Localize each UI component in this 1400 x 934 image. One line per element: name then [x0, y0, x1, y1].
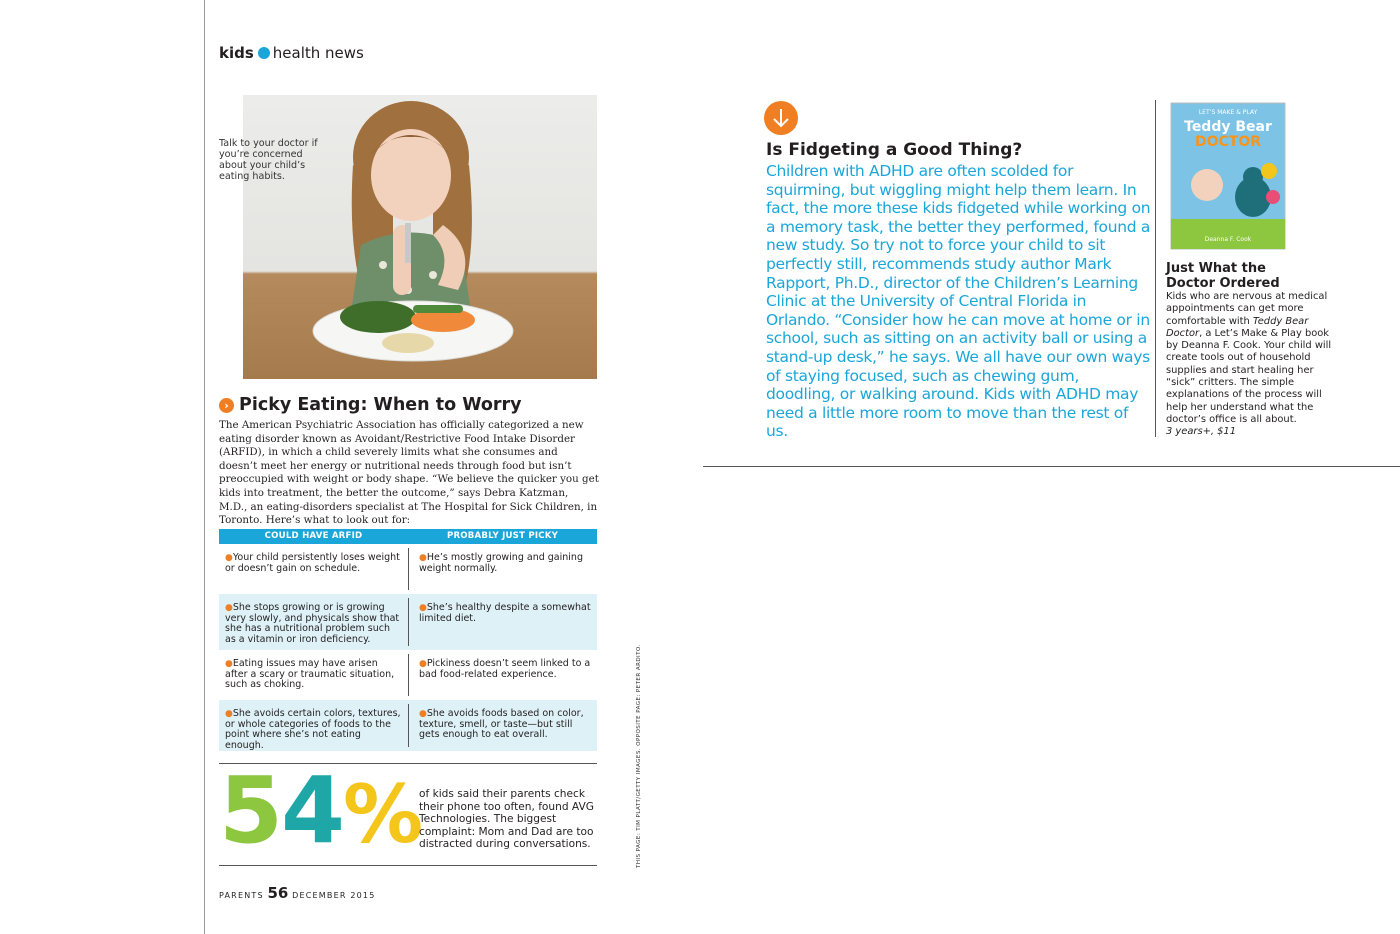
stat-bottom-rule	[219, 865, 597, 866]
table-cell: ●She stops growing or is growing very slowly, and physicals show that she has a nutritional problem such as a vitamin or iron deficiency.	[225, 602, 400, 645]
book-body-text: Kids who are nervous at medical appointments can get more comfortable with	[1166, 291, 1328, 327]
footer-magazine: PARENTS	[219, 891, 264, 900]
page-footer	[219, 884, 376, 902]
table-row	[219, 700, 597, 751]
table-cell: ●She avoids certain colors, textures, or whole categories of foods to the point where she’s not eating enough.	[225, 708, 401, 751]
stat-54-percent-graphic	[219, 757, 424, 864]
table-cell: ●Eating issues may have arisen after a scary or traumatic situation, such as choking.	[225, 658, 395, 690]
photo-credit-text: THIS PAGE: TIM PLATT/GETTY IMAGES. OPPOSITE PAGE: PETER ARDITO.	[636, 644, 642, 868]
book-cover-author: Deanna F. Cook	[1204, 236, 1252, 243]
stat-digit-5: 5	[219, 757, 284, 864]
section-label	[219, 44, 364, 62]
picky-eating-title: Picky Eating: When to Worry	[239, 395, 522, 415]
book-cover-series: LET’S MAKE & PLAY	[1198, 109, 1258, 116]
cell-text: Eating issues may have arisen after a scary or traumatic situation, such as choking.	[225, 658, 395, 690]
table-row	[219, 544, 597, 594]
table-cell: ●He’s mostly growing and gaining weight normally.	[408, 548, 597, 590]
arfid-comparison-table	[219, 529, 597, 751]
book-cover-title1: Teddy Bear	[1184, 119, 1272, 135]
table-row	[219, 594, 597, 650]
cell-text: He’s mostly growing and gaining weight normally.	[419, 552, 583, 574]
book-body	[1166, 291, 1344, 439]
arrow-right-icon: ›	[219, 398, 234, 413]
stat-digit-4: 4	[281, 757, 346, 864]
fidgeting-title: Is Fidgeting a Good Thing?	[766, 140, 1023, 160]
section-health-news: health news	[272, 44, 364, 62]
book-title-italic: Teddy Bear Doctor	[1166, 315, 1309, 339]
table-header	[219, 529, 597, 544]
cell-text: Pickiness doesn’t seem linked to a bad food-related experience.	[419, 658, 591, 680]
fidgeting-body: Children with ADHD are often scolded for squirming, but wiggling might help them learn. In fact, the more these kids fidgeted while working on a memory task, the better they performed, found a new study. So try not to force your child to sit perfectly still, recommends study author Mark Rapport, Ph.D., director of the Children’s Learning Clinic at the University of Central Florida in Orlando. “Consider how he can move at home or in school, such as sitting on an activity ball or using a stand-up desk,” he says. We all have our own ways of staying focused, such as chewing gum, doodling, or walking around. Kids with ADHD may need a little more room to move than the rest of us.	[766, 162, 1151, 441]
blue-dot-icon	[258, 47, 270, 59]
book-cover-title2: DOCTOR	[1194, 134, 1262, 150]
footer-page-number: 56	[267, 884, 289, 902]
page-gutter-rule	[204, 0, 205, 934]
table-cell: ●Your child persistently loses weight or doesn’t gain on schedule.	[225, 552, 400, 574]
stat-description: of kids said their parents check their phone too often, found AVG Technologies. The biggest complaint: Mom and Dad are too distracted during conversations.	[419, 788, 594, 850]
book-title: Just What the Doctor Ordered	[1166, 261, 1280, 291]
teddy-bear-doctor-book-cover	[1169, 101, 1287, 251]
stat-percent-symbol: %	[343, 768, 424, 861]
picky-eating-body: The American Psychiatric Association has officially categorized a new eating disorder known as Avoidant/Restrictive Food Intake Disorder (ARFID), in which a child severely limits what she consumes and doesn’t meet her energy or nutritional needs through food but isn’t preoccupied with weight or body shape. “We believe the quicker you get kids into treatment, the better the outcome,” says Debra Katzman, M.D., an eating-disorders specialist at The Hospital for Sick Children, in Toronto. Here’s what to look out for:	[219, 419, 599, 527]
cell-text: She stops growing or is growing very slowly, and physicals show that she has a nutritional problem such as a vitamin or iron deficiency.	[225, 602, 400, 645]
table-cell: ●She’s healthy despite a somewhat limited diet.	[408, 598, 597, 646]
sidebar-divider	[1155, 100, 1156, 437]
cell-text: She avoids certain colors, textures, or whole categories of foods to the point where she’s not eating enough.	[225, 708, 401, 751]
table-row	[219, 650, 597, 700]
photo-caption: Talk to your doctor if you’re concerned about your child’s eating habits.	[219, 138, 318, 182]
cell-text: Your child persistently loses weight or doesn’t gain on schedule.	[225, 552, 400, 574]
table-cell: ●She avoids foods based on color, texture, smell, or taste—but still gets enough to eat overall.	[408, 704, 597, 747]
arrow-down-icon	[764, 101, 798, 135]
section-kids: kids	[219, 44, 254, 62]
cell-text: She’s healthy despite a somewhat limited diet.	[419, 602, 591, 624]
photo-credit	[626, 644, 642, 868]
table-cell: ●Pickiness doesn’t seem linked to a bad food-related experience.	[408, 654, 597, 696]
footer-issue: DECEMBER 2015	[292, 891, 376, 900]
book-age-price: 3 years+, $11	[1166, 426, 1236, 438]
header-could-have-arfid: COULD HAVE ARFID	[264, 531, 363, 541]
right-page-rule	[703, 466, 1400, 467]
cell-text: She avoids foods based on color, texture, smell, or taste—but still gets enough to eat overall.	[419, 708, 584, 740]
book-body-text: , a Let’s Make & Play book by Deanna F. Cook. Your child will create tools out of household supplies and start healing her “sick” critters. The simple explanations of the process will help her understand what the doctor’s office is all about.	[1166, 327, 1332, 425]
header-probably-just-picky: PROBABLY JUST PICKY	[446, 531, 559, 541]
